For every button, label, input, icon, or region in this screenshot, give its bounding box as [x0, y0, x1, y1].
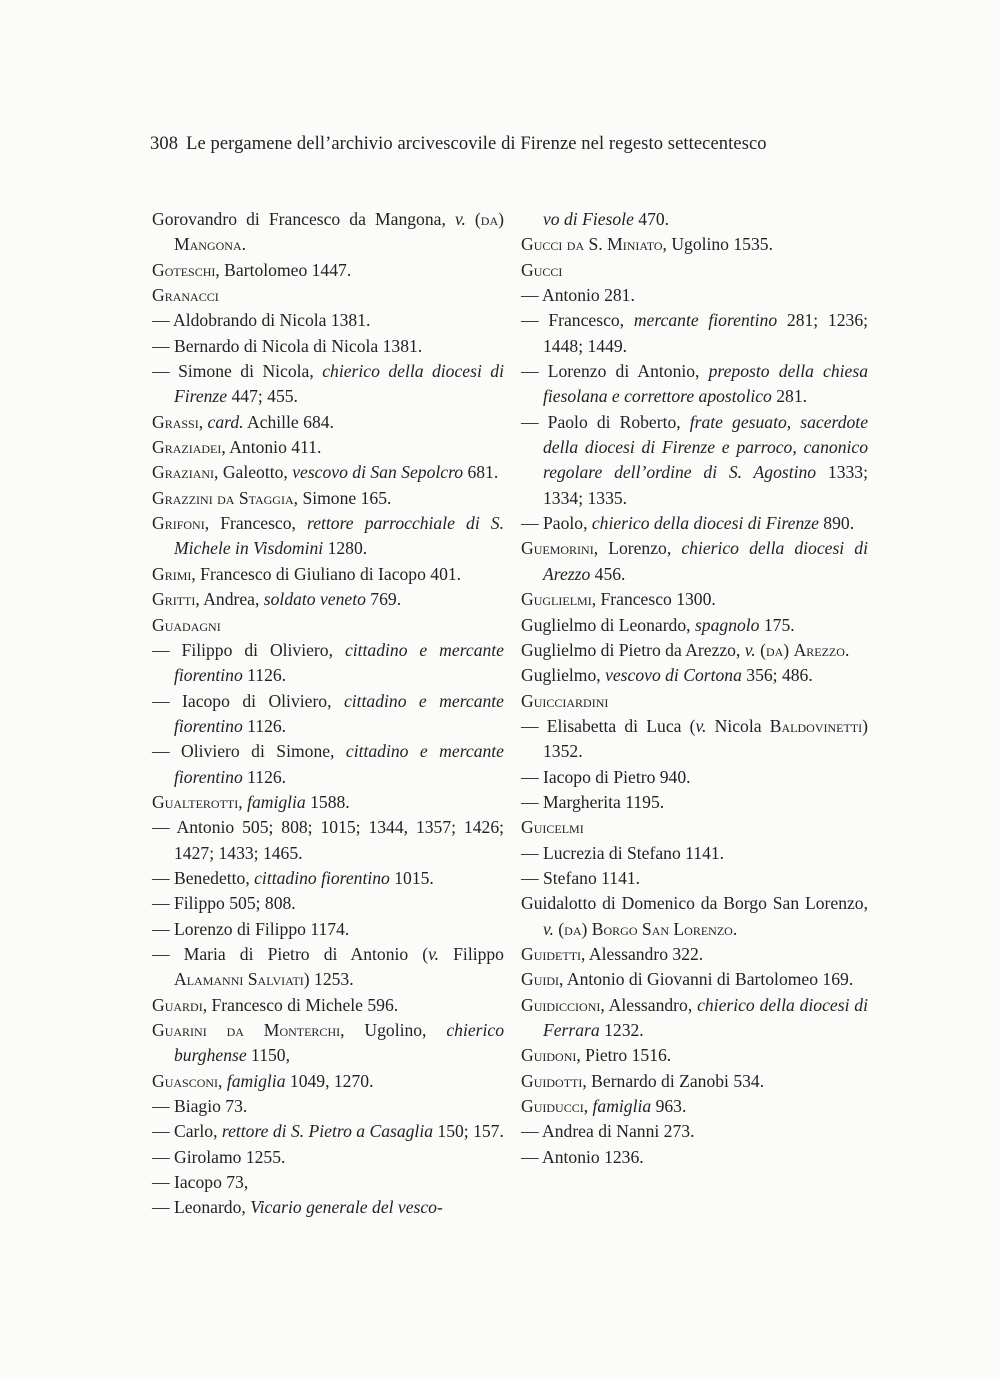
- index-entry: [152, 891, 504, 916]
- index-entry-text: ,: [198, 411, 208, 432]
- index-entry-text: Gritti: [152, 589, 196, 610]
- index-entry: [152, 942, 504, 993]
- index-entry-text: Mangona: [174, 234, 242, 255]
- index-entry-text: , Ugolino 1535.: [662, 234, 773, 255]
- index-entry-text: Granacci: [152, 285, 219, 306]
- index-entry-text: da: [480, 209, 499, 229]
- index-entry-text: .: [241, 234, 247, 255]
- index-entry-text: Grifoni: [152, 513, 205, 534]
- index-entry-text: ): [498, 209, 504, 229]
- index-entry-text: Guglielmo di Leonardo,: [521, 614, 695, 635]
- index-entry-text: — Iacopo di Oliviero,: [152, 690, 344, 711]
- index-entry-text: ) 1352.: [543, 715, 868, 762]
- index-entry-text: — Margherita 1195.: [521, 791, 665, 812]
- index-entry-text: da: [564, 918, 582, 939]
- index-entry-text: , Andrea,: [195, 589, 264, 610]
- index-entry: [152, 410, 504, 435]
- index-entry-text: 963.: [651, 1096, 687, 1117]
- index-entry-text: ,: [238, 791, 248, 812]
- index-entry: [521, 790, 868, 815]
- index-entry-text: da: [765, 639, 784, 660]
- index-entry-text: , Galeotto,: [214, 462, 293, 483]
- index-entry: [521, 663, 868, 688]
- index-entry-text: — Antonio 505; 808; 1015; 1344, 1357; 1426; 1427; 1433; 1465.: [152, 817, 504, 863]
- index-entry-text: chierico burghense: [174, 1020, 504, 1066]
- index-entry-text: chierico della diocesi di Firenze: [591, 513, 819, 534]
- index-entry: [152, 613, 504, 638]
- index-entry-text: spagnolo: [694, 614, 760, 635]
- index-entry: [521, 1145, 868, 1170]
- index-entry-text: .: [844, 639, 850, 660]
- index-entry: [521, 841, 868, 866]
- index-entry: [521, 689, 868, 714]
- index-entry: [521, 232, 868, 257]
- index-entry-text: Grassi: [152, 411, 199, 432]
- index-entry-text: Graziadei: [152, 437, 222, 458]
- index-entry-text: — Benedetto,: [152, 867, 255, 888]
- index-entry-text: — Filippo 505; 808.: [152, 893, 296, 914]
- index-entry-text: — Stefano 1141.: [521, 867, 641, 888]
- index-entry: [521, 258, 868, 283]
- index-entry-text: rettore parrocchiale di S. Michele in Visdomini: [174, 513, 504, 559]
- index-entry-text: — Maria di Pietro di Antonio (: [152, 943, 429, 964]
- index-entry-text: — Iacopo 73,: [152, 1172, 249, 1193]
- index-entry-text: Guasconi: [152, 1070, 219, 1091]
- index-entry-text: famiglia: [592, 1096, 652, 1117]
- index-entry-text: — Simone di Nicola,: [152, 361, 323, 382]
- index-entry-text: — Filippo di Oliviero,: [152, 639, 345, 660]
- index-entry-text: Goteschi: [152, 259, 216, 280]
- index-entry-text: 1126.: [242, 766, 287, 787]
- index-entry-text: 470.: [633, 209, 670, 229]
- index-entry-text: Guicciardini: [521, 690, 609, 711]
- index-entry: [152, 1195, 504, 1220]
- index-entry-text: 1280.: [323, 538, 368, 559]
- index-entry-text: Guglielmo,: [521, 665, 606, 686]
- index-entry-text: — Antonio 281.: [521, 285, 635, 306]
- index-entry-text: Guicelmi: [521, 817, 584, 838]
- index-entry-text: chierico della diocesi di Arezzo: [543, 538, 868, 584]
- index-entry-text: .: [732, 918, 738, 939]
- index-entry: [521, 587, 868, 612]
- index-entry-text: — Lorenzo di Filippo 1174.: [152, 918, 350, 939]
- index-entry: [152, 258, 504, 283]
- index-entry-text: — Lucrezia di Stefano 1141.: [521, 842, 725, 863]
- index-entry-text: , Francesco di Giuliano di Iacopo 401.: [191, 563, 462, 584]
- index-entry-text: v.: [454, 209, 466, 229]
- index-entry-text: Guidoni: [521, 1045, 577, 1066]
- index-entry-text: famiglia: [226, 1070, 286, 1091]
- index-entry-text: , Simone 165.: [293, 487, 392, 508]
- index-entry: [152, 638, 504, 689]
- index-entry: [152, 917, 504, 942]
- index-entry: [521, 1094, 868, 1119]
- index-entry: [521, 613, 868, 638]
- index-entry-text: , Francesco,: [204, 513, 308, 534]
- index-entry: [152, 308, 504, 333]
- index-entry: [521, 283, 868, 308]
- index-entry-text: — Iacopo di Pietro 940.: [521, 766, 691, 787]
- index-entry-text: Gucci: [521, 259, 563, 280]
- index-entry-text: 681.: [463, 462, 499, 483]
- index-entry-text: cittadino fiorentino: [254, 867, 390, 888]
- index-entry-text: , Ugolino,: [340, 1020, 447, 1040]
- index-entry-text: — Girolamo 1255.: [152, 1146, 286, 1167]
- running-title: Le pergamene dell’archivio arcivescovile di Firenze nel regesto settecentesco: [186, 134, 767, 154]
- index-entry-text: cittadino e mercante fiorentino: [174, 741, 504, 787]
- index-entry-text: — Elisabetta di Luca (: [521, 715, 696, 736]
- index-entry: [152, 1069, 504, 1094]
- index-entry-text: ): [783, 639, 794, 660]
- index-entry: [152, 562, 504, 587]
- index-entry-text: frate gesuato, sacerdote della diocesi di Firenze e parroco, canonico regolare dell’ordine di S. Agostino: [543, 411, 869, 483]
- index-entry: [521, 967, 868, 992]
- index-entry-text: — Leonardo,: [152, 1197, 251, 1218]
- index-entry-text: soldato veneto: [263, 589, 366, 610]
- index-entry: [152, 587, 504, 612]
- index-entry-text: (: [553, 918, 565, 939]
- index-entry-text: Gorovandro di Francesco da Mangona,: [152, 209, 455, 229]
- index-entry-text: Guidalotto di Domenico da Borgo San Lorenzo,: [521, 893, 868, 914]
- index-entry-text: , Francesco di Michele 596.: [202, 994, 399, 1015]
- running-header: [150, 134, 850, 155]
- index-entry: [521, 866, 868, 891]
- page-number: 308: [150, 134, 179, 154]
- index-entry-text: 890.: [818, 513, 855, 534]
- index-entry-text: — Carlo,: [152, 1121, 222, 1142]
- index-entry: [521, 815, 868, 840]
- index-entry-text: 1049, 1270.: [285, 1070, 374, 1091]
- index-entry-text: — Bernardo di Nicola di Nicola 1381.: [152, 335, 423, 356]
- index-entry-text: , Francesco 1300.: [591, 589, 716, 610]
- index-entry: [152, 866, 504, 891]
- index-entry-text: Guiducci: [521, 1096, 584, 1117]
- index-entry-text: , Bernardo di Zanobi 534.: [582, 1070, 765, 1091]
- index-entry-text: — Francesco,: [521, 310, 634, 331]
- index-entry-text: 1333; 1334; 1335.: [543, 462, 868, 508]
- index-entry-text: v.: [695, 715, 707, 736]
- index-entry: [152, 1094, 504, 1119]
- index-entry: [152, 1119, 504, 1144]
- index-entry: [152, 1018, 504, 1069]
- index-entry: [152, 460, 504, 485]
- index-entry-text: (: [465, 209, 481, 229]
- index-entry-text: — Lorenzo di Antonio,: [521, 361, 709, 382]
- index-entry-text: Grazzini da Staggia: [152, 487, 294, 508]
- index-entry: [521, 511, 868, 536]
- index-entry-text: Guidetti: [521, 943, 582, 964]
- index-entry: [152, 359, 504, 410]
- index-entry: [521, 207, 868, 232]
- index-entry-text: 447; 455.: [227, 386, 298, 407]
- index-entry-text: , Antonio 411.: [221, 437, 322, 458]
- index-entry-text: , Pietro 1516.: [576, 1045, 672, 1066]
- index-entry: [152, 207, 504, 258]
- index-entry-text: vescovo di Cortona: [605, 665, 742, 686]
- index-entry-text: (: [755, 639, 766, 660]
- index-entry-text: Guemorini: [521, 538, 594, 559]
- index-entry-text: rettore di S. Pietro a Casaglia: [221, 1121, 434, 1142]
- index-entry-text: 1150,: [246, 1045, 290, 1066]
- index-entry-text: Guardi: [152, 994, 203, 1015]
- index-entry-text: 356; 486.: [741, 665, 813, 686]
- index-entry: [521, 993, 868, 1044]
- index-entry-text: Nicola: [706, 715, 770, 736]
- index-entry: [521, 765, 868, 790]
- index-entry-text: 175.: [759, 614, 795, 635]
- index-entry-text: vo di Fiesole: [543, 209, 634, 229]
- index-entry-text: 281.: [771, 386, 808, 407]
- index-entry-text: 1015.: [389, 867, 434, 888]
- index-entry: [521, 714, 868, 765]
- index-entry-text: , Antonio di Giovanni di Bartolomeo 169.: [559, 969, 854, 990]
- index-entry: [152, 993, 504, 1018]
- index-entry: [521, 891, 868, 942]
- index-entry-text: cittadino e mercante fiorentino: [174, 639, 504, 686]
- index-entry: [152, 1170, 504, 1195]
- index-entry-text: 1232.: [599, 1020, 644, 1040]
- index-entry-text: ) 1253.: [303, 969, 354, 990]
- index-entry-text: Grimi: [152, 563, 192, 584]
- index-entry-text: Guidiccioni: [521, 994, 601, 1015]
- index-column-right: [521, 207, 868, 1170]
- index-entry-text: Guidi: [521, 969, 560, 990]
- index-entry: [521, 1069, 868, 1094]
- index-entry-text: 456.: [590, 563, 626, 584]
- index-entry: [521, 536, 868, 587]
- index-entry-text: ,: [218, 1070, 227, 1091]
- index-entry: [521, 638, 868, 663]
- index-entry-text: Guarini da Monterchi: [152, 1020, 341, 1040]
- index-entry-text: — Andrea di Nanni 273.: [521, 1121, 695, 1142]
- index-entry-text: — Oliviero di Simone,: [152, 741, 346, 762]
- index-entry-text: card.: [207, 411, 244, 432]
- index-entry-text: Filippo: [439, 943, 504, 964]
- index-entry: [152, 739, 504, 790]
- index-entry-text: 1126.: [242, 665, 287, 686]
- index-entry-text: cittadino e mercante fiorentino: [174, 690, 504, 736]
- index-entry-text: ): [581, 918, 592, 939]
- index-entry-text: v.: [744, 639, 756, 660]
- index-entry: [152, 689, 504, 740]
- index-entry-text: 769.: [365, 589, 402, 610]
- index-entry-text: vescovo di San Sepolcro: [292, 462, 464, 483]
- index-entry-text: Guidotti: [521, 1070, 583, 1091]
- index-entry-text: , Lorenzo,: [593, 538, 682, 559]
- index-entry-text: Arezzo: [793, 639, 845, 660]
- index-entry: [152, 1145, 504, 1170]
- index-entry-text: Guglielmi: [521, 589, 592, 610]
- index-entry-text: — Paolo,: [521, 513, 592, 534]
- index-entry-text: ,: [583, 1096, 593, 1117]
- index-entry-text: Baldovinetti: [769, 715, 863, 736]
- index-column-left: [152, 207, 504, 1221]
- index-entry-text: 1126.: [242, 715, 287, 736]
- index-entry-text: Alamanni Salviati: [174, 969, 304, 990]
- index-entry-text: — Antonio 1236.: [521, 1146, 644, 1167]
- index-entry-text: mercante fiorentino: [633, 310, 778, 331]
- index-entry-text: preposto della chiesa fiesolana e correttore apostolico: [543, 361, 868, 407]
- index-entry-text: chierico della diocesi di Firenze: [174, 361, 504, 407]
- index-entry-text: Achille 684.: [243, 411, 334, 432]
- index-entry-text: — Biagio 73.: [152, 1096, 248, 1117]
- index-entry-text: Gucci da S. Miniato: [521, 234, 663, 255]
- index-entry-text: Guadagni: [152, 614, 221, 635]
- index-entry-text: v.: [428, 943, 440, 964]
- index-entry-text: — Aldobrando di Nicola 1381.: [152, 310, 371, 331]
- index-entry: [152, 815, 504, 866]
- index-entry-text: v.: [543, 918, 554, 939]
- index-entry-text: Graziani: [152, 462, 215, 483]
- index-entry: [152, 334, 504, 359]
- index-entry: [152, 486, 504, 511]
- index-entry: [152, 790, 504, 815]
- index-entry-text: , Alessandro 322.: [581, 943, 704, 964]
- index-entry: [521, 308, 868, 359]
- index-entry-text: , Bartolomeo 1447.: [215, 259, 352, 280]
- index-entry-text: chierico della diocesi di Ferrara: [543, 994, 868, 1040]
- index-entry-text: famiglia: [247, 791, 306, 812]
- index-entry-text: Guglielmo di Pietro da Arezzo,: [521, 639, 745, 660]
- index-entry: [521, 942, 868, 967]
- index-entry-text: 150; 157.: [433, 1121, 504, 1142]
- index-entry: [521, 1043, 868, 1068]
- index-entry-text: Gualterotti: [152, 791, 239, 812]
- index-entry-text: , Alessandro,: [600, 994, 698, 1015]
- index-entry-text: 281; 1236; 1448; 1449.: [543, 310, 869, 356]
- index-entry: [152, 511, 504, 562]
- index-entry: [521, 410, 868, 511]
- index-entry-text: 1588.: [305, 791, 350, 812]
- index-entry: [152, 435, 504, 460]
- index-entry-text: — Paolo di Roberto,: [521, 411, 690, 432]
- index-entry-text: Borgo San Lorenzo: [591, 918, 733, 939]
- index-entry: [521, 359, 868, 410]
- index-entry-text: Vicario generale del vesco-: [250, 1197, 443, 1218]
- index-entry: [521, 1119, 868, 1144]
- index-entry: [152, 283, 504, 308]
